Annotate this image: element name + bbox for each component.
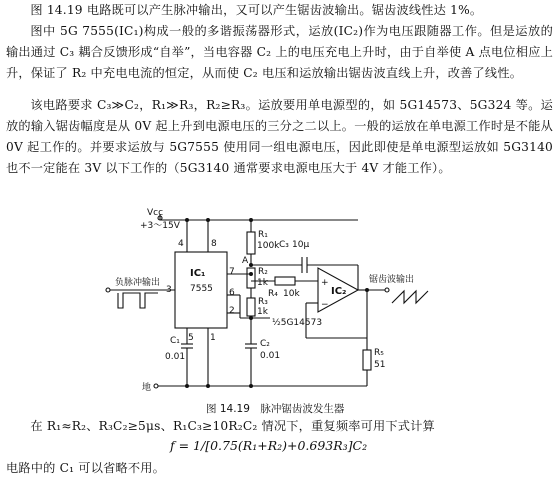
- r4-label: R₄: [268, 289, 278, 299]
- saw-out-terminal: [385, 288, 389, 292]
- pin7-label: 7: [229, 267, 235, 277]
- pin5-label: 5: [188, 333, 194, 343]
- paragraph-1: 图 14.19 电路既可以产生脉冲输出，又可以产生锯齿波输出。锯齿波线性达 1%。: [30, 3, 483, 17]
- vcc-label: Vcc: [147, 208, 164, 218]
- figure-caption: 图 14.19 脉冲锯齿波发生器: [206, 403, 345, 415]
- ic1-label: IC₁: [190, 268, 206, 279]
- ground-terminal: [154, 384, 158, 388]
- r5-resistor: [363, 350, 371, 370]
- r3-label: R₃: [258, 297, 268, 307]
- c1-label: C₁: [170, 336, 180, 346]
- ground-label: 地: [142, 383, 152, 393]
- frequency-formula: f = 1/[0.75(R₁+R₂)+0.693R₃]C₂: [170, 438, 368, 453]
- c3-value: 10μ: [292, 240, 310, 250]
- r4-value: 10k: [283, 289, 300, 299]
- ic2-label: IC₂: [331, 286, 347, 297]
- opamp-minus: −: [321, 300, 329, 310]
- ic1-part-label: 7555: [190, 284, 213, 294]
- pin2-label: 2: [229, 306, 235, 316]
- node-a-label: A: [242, 256, 249, 266]
- pulse-out-label: 负脉冲输出: [115, 278, 161, 288]
- pin4-label: 4: [178, 239, 184, 249]
- pulse-out-terminal: [106, 288, 110, 292]
- c2-label: C₂: [260, 339, 270, 349]
- pin1-label: 1: [210, 333, 216, 343]
- pulse-waveform: [118, 293, 158, 308]
- r1-label: R₁: [258, 230, 268, 240]
- r3-value: 1k: [257, 307, 268, 317]
- paragraph-5: 电路中的 C₁ 可以省略不用。: [6, 461, 166, 475]
- r2-resistor: [247, 268, 255, 288]
- vcc-range-label: +3～15V: [140, 221, 180, 231]
- paragraph-3: 该电路要求 C₃≫C₂，R₁≫R₃，R₂≥R₃。运放要用单电源型的，如 5G14573、5G324 等。运放的输入锯齿幅度是从 0V 起上升到电源电压的三分之二以上。一般的运放在单电源工作时是不能从 0V 起工作的。并要求运放与 5G7555 使用同一组电源电压，因此即使是单电源型运放如 5G3140 也不一定能在 3V 以下工作的（5G3140 通常要求电源电压大于 4V 才能工作）。: [6, 98, 553, 175]
- ic2-part-label: ½5G14573: [272, 318, 323, 328]
- c2-value: 0.01: [260, 351, 281, 361]
- paragraph-4: 在 R₁≈R₂、R₃C₂≥5μs、R₁C₃≥10R₂C₂ 情况下，重复频率可用下式计算: [30, 419, 435, 433]
- c1-value: 0.01: [165, 352, 186, 362]
- r2-label: R₂: [258, 267, 268, 277]
- r5-value: 51: [374, 360, 386, 370]
- r3-resistor: [247, 298, 255, 316]
- saw-out-label: 锯齿波输出: [369, 275, 415, 285]
- r5-label: R₅: [374, 348, 384, 358]
- r1-resistor: [247, 232, 255, 254]
- r4-resistor: [275, 277, 295, 285]
- r1-value: 100k: [257, 241, 280, 251]
- paragraph-2: 图中 5G 7555(IC₁)构成一般的多谐振荡器形式，运放(IC₂)作为电压跟随器工作。但是运放的输出通过 C₃ 耦合反馈形成“自举”，当电容器 C₂ 上的电压充电上升时，由于自举使 A 点电位相应上升，保证了 R₂ 中充电电流的恒定，从而使 C₂ 电压和运放输出锯齿波直线上升，改善了线性。: [6, 24, 553, 80]
- circuit-figure: [0, 190, 559, 420]
- c3-label: C₃: [279, 240, 289, 250]
- sawtooth-waveform: [392, 291, 428, 303]
- pin3-label: 3: [166, 285, 172, 295]
- r2-value: 1k: [257, 278, 268, 288]
- pin6-label: 6: [229, 288, 235, 298]
- pin8-label: 8: [211, 239, 217, 249]
- opamp-plus: +: [321, 278, 329, 288]
